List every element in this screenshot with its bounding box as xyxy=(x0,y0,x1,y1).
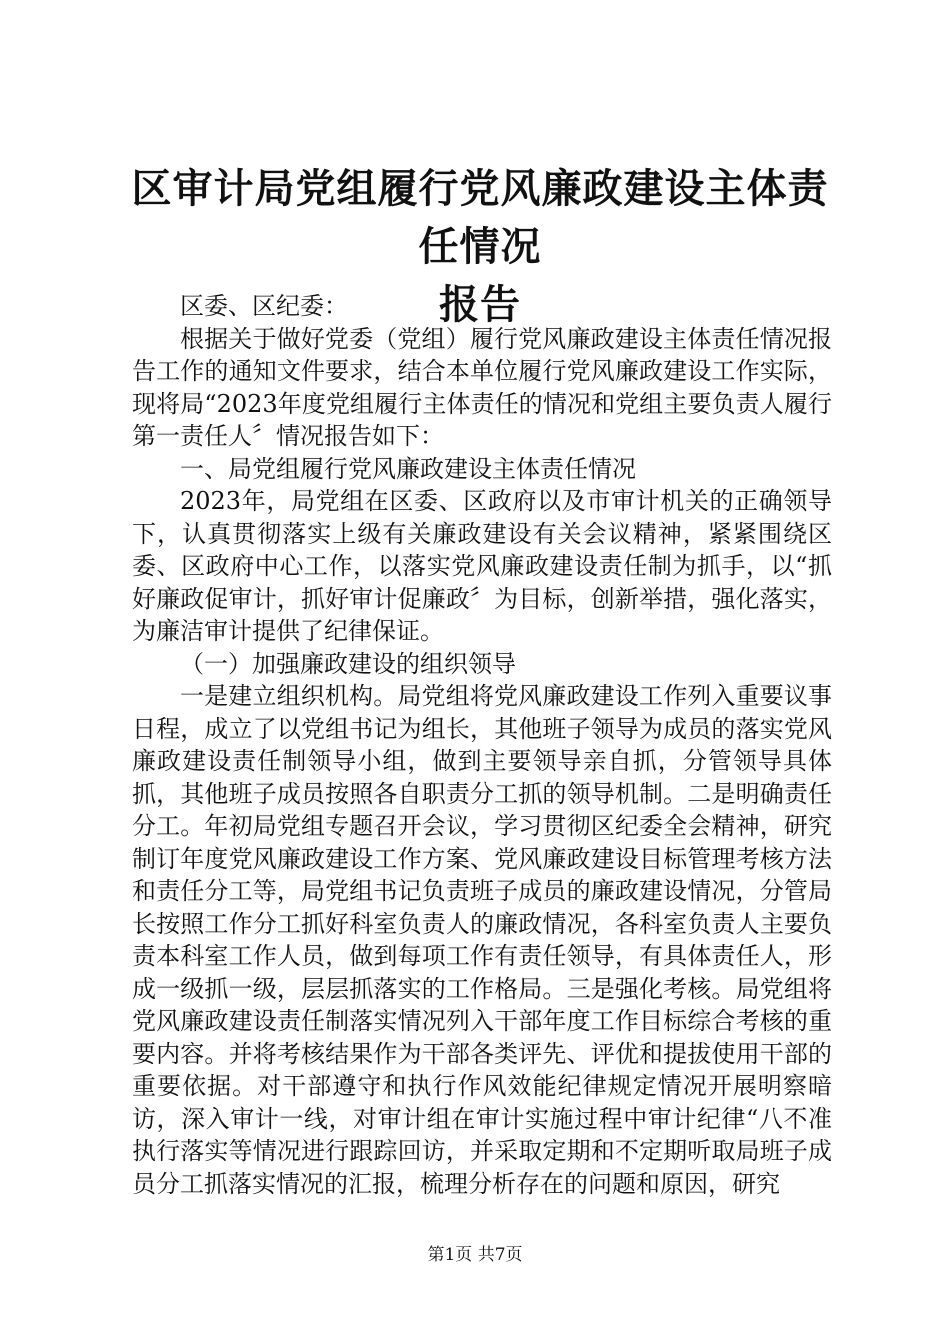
title-line-1: 区审计局党组履行党风廉政建设主体责任情况 xyxy=(131,165,829,270)
intro-paragraph: 根据关于做好党委（党组）履行党风廉政建设主体责任情况报告工作的通知文件要求，结合本单位履行党风廉政建设工作实际，现将局“2023年度党组履行主体责任的情况和党组主要负责人履行第一责任人〞情况报告如下： xyxy=(132,324,832,450)
body-paragraph: 2023年，局党组在区委、区政府以及市审计机关的正确领导下，认真贯彻落实上级有关廉政建设有关会议精神，紧紧围绕区委、区政府中心工作，以落实党风廉政建设责任制为抓手，以“抓好廉政促审计，抓好审计促廉政〞为目标，创新举措，强化落实，为廉洁审计提供了纪律保证。 xyxy=(132,487,832,645)
page-number: 第1页 共7页 xyxy=(427,1245,523,1265)
body-paragraph: 一是建立组织机构。局党组将党风廉政建设工作列入重要议事日程，成立了以党组书记为组长，其他班子领导为成员的落实党风廉政建设责任制领导小组，做到主要领导亲自抓，分管领导具体抓，其他班子成员按照各自职责分工抓的领导机制。二是明确责任分工。年初局党组专题召开会议，学习贯彻区纪委全会精神，研究制订年度党风廉政建设工作方案、党风廉政建设目标管理考核方法和责任分工等，局党组书记负责班子成员的廉政建设情况，分管局长按照工作分工抓好科室负责人的廉政情况，各科室负责人主要负责本科室工作人员，做到每项工作有责任领导，有具体责任人，形成一级抓一级，层层抓落实的工作格局。三是强化考核。局党组将党风廉政建设责任制落实情况列入干部年度工作目标综合考核的重要内容。并将考核结果作为干部各类评先、评优和提拔使用干部的重要依据。对干部遵守和执行作风效能纪律规定情况开展明察暗访，深入审计一线，对审计组在审计实施过程中审计纪律“八不准执行落实等情况进行跟踪回访，并采取定期和不定期听取局班子成员分工抓落实情况的汇报，梳理分析存在的问题和原因，研究 xyxy=(132,682,832,1198)
subsection-heading-1: （一）加强廉政建设的组织领导 xyxy=(180,649,516,678)
document-body xyxy=(132,290,832,1200)
section-heading-1: 一、局党组履行党风廉政建设主体责任情况 xyxy=(180,454,636,483)
salutation: 区委、区纪委： xyxy=(180,292,348,320)
title-line-2: 报告 xyxy=(439,281,521,328)
